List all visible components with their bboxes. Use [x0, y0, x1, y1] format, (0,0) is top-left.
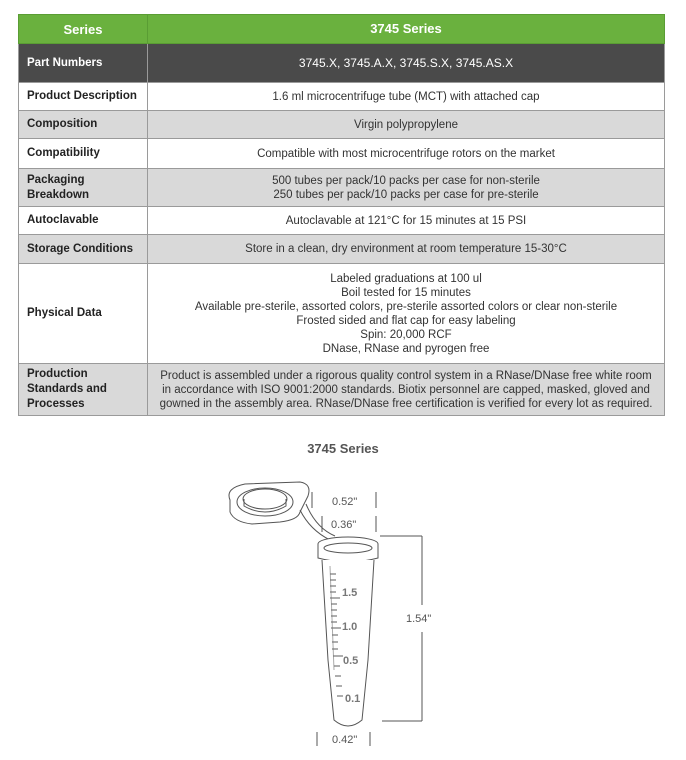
row-line: gowned in the assembly area. RNase/DNase free certification is verified for every lot as required.: [159, 397, 653, 410]
row-label: Part Numbers: [19, 44, 148, 83]
spec-table: [18, 14, 665, 416]
row-label: Packaging Breakdown: [19, 169, 148, 207]
row-value: Compatible with most microcentrifuge rotors on the market: [148, 139, 665, 169]
tube-drawing: [200, 470, 480, 755]
row-label: Autoclavable: [19, 207, 148, 235]
graduation-label: 1.5: [342, 587, 358, 599]
height-dimension: 1.54": [406, 613, 432, 625]
row-value: 3745.X, 3745.A.X, 3745.S.X, 3745.AS.X: [148, 44, 665, 83]
row-line: Spin: 20,000 RCF: [360, 328, 452, 341]
table-row: [19, 111, 665, 139]
graduation-label: 0.1: [345, 693, 361, 705]
row-label: Composition: [19, 111, 148, 139]
row-value: Autoclavable at 121°C for 15 minutes at 15 PSI: [148, 207, 665, 235]
table-header-row: [19, 15, 665, 44]
row-line: in accordance with ISO 9001:2000 standards. Biotix personnel are capped, masked, gloved and: [162, 383, 650, 396]
row-line: Frosted sided and flat cap for easy labeling: [296, 314, 516, 327]
table-row: [19, 264, 665, 364]
table-row: [19, 139, 665, 169]
row-line: Product is assembled under a rigorous quality control system in a RNase/DNase free white room: [160, 369, 652, 382]
table-row: [19, 235, 665, 264]
row-line: DNase, RNase and pyrogen free: [322, 342, 490, 355]
graduation-label: 0.5: [343, 655, 359, 667]
row-line: 250 tubes per pack/10 packs per case for pre-sterile: [273, 188, 539, 201]
cap-width-dimension: 0.52": [332, 496, 358, 508]
row-value: [148, 264, 665, 364]
row-label: Storage Conditions: [19, 235, 148, 264]
row-line: Labeled graduations at 100 ul: [330, 272, 482, 285]
row-line: Boil tested for 15 minutes: [341, 286, 471, 299]
row-value: Virgin polypropylene: [148, 111, 665, 139]
graduation-label: 1.0: [342, 621, 358, 633]
header-label: Series: [19, 15, 148, 44]
figure-caption: 3745 Series: [307, 441, 379, 456]
row-value: 1.6 ml microcentrifuge tube (MCT) with attached cap: [148, 83, 665, 111]
table-row: [19, 169, 665, 207]
row-value: [148, 169, 665, 207]
row-line: 500 tubes per pack/10 packs per case for non-sterile: [272, 174, 540, 187]
table-row: [19, 44, 665, 83]
row-line: Available pre-sterile, assorted colors, pre-sterile assorted colors or clear non-sterile: [194, 300, 618, 313]
row-label: Physical Data: [19, 264, 148, 364]
row-label: Compatibility: [19, 139, 148, 169]
table-row: [19, 83, 665, 111]
row-label: Product Description: [19, 83, 148, 111]
row-value: Store in a clean, dry environment at room temperature 15-30°C: [148, 235, 665, 264]
row-value: [148, 364, 665, 416]
header-value: 3745 Series: [148, 15, 665, 44]
table-row: [19, 207, 665, 235]
rim-width-dimension: 0.36": [331, 519, 357, 531]
tube-cap: [229, 482, 335, 540]
table-row: [19, 364, 665, 416]
bottom-width-dimension: 0.42": [332, 734, 358, 746]
row-label: Production Standards and Processes: [19, 364, 148, 416]
